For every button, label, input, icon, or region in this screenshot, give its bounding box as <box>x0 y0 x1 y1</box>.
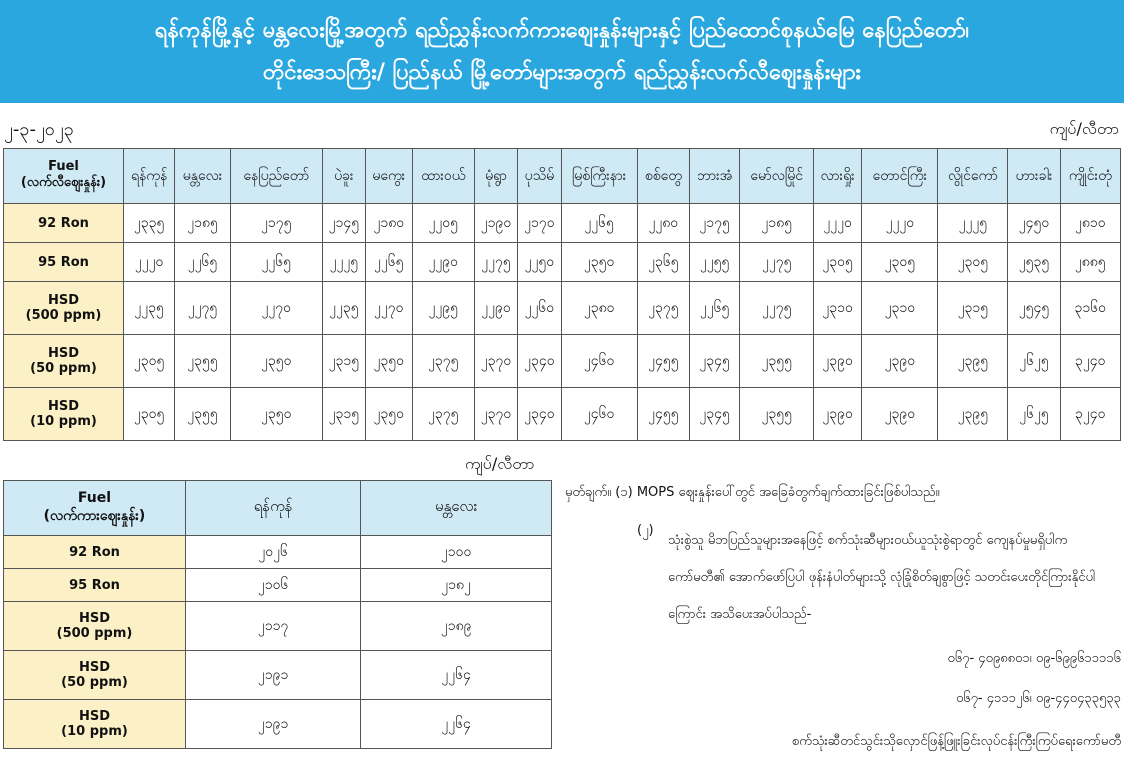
retail-price-cell: ၂၃၁၅ <box>938 282 1008 335</box>
committee-signature: စက်သုံးဆီတင်သွင်းသိုလှောင်ဖြန့်ဖြူးခြင်းလုပ်ငန်းကြီးကြပ်ရေးကော်မတီ <box>791 734 1121 749</box>
retail-city-header: တောင်ကြီး <box>862 149 938 204</box>
retail-city-header: မော်လမြိုင် <box>740 149 814 204</box>
retail-price-cell: ၂၃၅၅ <box>175 388 231 441</box>
retail-price-cell: ၂၂၂၀ <box>814 204 862 243</box>
retail-price-cell: ၂၅၃၅ <box>1008 243 1060 282</box>
wholesale-city-header: ရန်ကုန် <box>186 481 361 536</box>
retail-price-cell: ၂၂၉၀ <box>412 243 474 282</box>
retail-fuel-label: HSD (50 ppm) <box>4 335 124 388</box>
retail-fuel-label: 92 Ron <box>4 204 124 243</box>
retail-price-cell: ၂၄၆၀ <box>561 388 637 441</box>
retail-price-cell: ၂၂၇၅ <box>175 282 231 335</box>
retail-price-cell: ၂၂၀၅ <box>412 204 474 243</box>
retail-price-cell: ၂၃၀၅ <box>862 243 938 282</box>
wholesale-fuel-label: HSD (50 ppm) <box>4 651 186 700</box>
retail-price-cell: ၂၂၆၅ <box>561 204 637 243</box>
note-2: သုံးစွဲသူ မိဘပြည်သူများအနေဖြင့် စက်သုံးဆီများဝယ်ယူသုံးစွဲရာတွင် ကျေနပ်မှုမရှိပါက ကော်မတီ၏ အောက်ဖော်ပြပါ ဖုန်းနံပါတ်များသို့ လုံခြုံစိတ်ချစွာဖြင့် သတင်းပေးတိုင်ကြားနိုင်ပါကြောင်း အသိပေးအပ်ပါသည်- <box>668 533 1096 622</box>
retail-price-cell: ၂၃၄၅ <box>689 335 739 388</box>
retail-price-cell: ၂၄၅၅ <box>637 388 689 441</box>
retail-price-cell: ၂၃၅၅ <box>175 335 231 388</box>
retail-price-cell: ၂၃၁၀ <box>862 282 938 335</box>
retail-price-cell: ၂၂၆၅ <box>366 243 413 282</box>
wholesale-fuel-label: 92 Ron <box>4 536 186 569</box>
wholesale-row <box>4 569 552 602</box>
retail-price-cell: ၂၃၁၅ <box>322 335 365 388</box>
retail-price-cell: ၂၂၈၀ <box>637 204 689 243</box>
retail-price-cell: ၂၂၉၀ <box>474 282 517 335</box>
wholesale-price-cell: ၂၁၉၁ <box>186 700 361 749</box>
retail-price-cell: ၂၂၇၅ <box>740 282 814 335</box>
retail-price-cell: ၂၂၆၅ <box>230 243 322 282</box>
retail-price-cell: ၂၃၄၀ <box>518 335 561 388</box>
banner-title-line1: ရန်ကုန်မြို့နှင့် မန္တလေးမြို့အတွက် ရည်ညွှန်းလက်ကားဈေးနှုန်းများနှင့် ပြည်ထောင်စုနယ်မြေ နေပြည်တော်၊ <box>154 17 970 43</box>
retail-price-cell: ၂၃၉၅ <box>938 335 1008 388</box>
retail-city-header: မကွေး <box>366 149 413 204</box>
retail-price-cell: ၂၃၆၅ <box>637 243 689 282</box>
retail-price-cell: ၂၁၇၅ <box>689 204 739 243</box>
retail-unit-label: ကျပ်/လီတာ <box>1049 119 1119 138</box>
header-banner <box>0 0 1124 103</box>
retail-fuel-label: HSD (10 ppm) <box>4 388 124 441</box>
date: ၂-၃-၂၀၂၃ <box>4 119 74 140</box>
retail-price-cell: ၂၃၉၀ <box>862 388 938 441</box>
retail-price-cell: ၂၂၃၅ <box>322 282 365 335</box>
retail-price-cell: ၂၃၅၀ <box>561 243 637 282</box>
wholesale-price-cell: ၂၂၆၄ <box>361 651 552 700</box>
wholesale-fuel-label: 95 Ron <box>4 569 186 602</box>
retail-price-cell: ၂၁၈၀ <box>366 204 413 243</box>
retail-row <box>4 243 1121 282</box>
retail-price-cell: ၂၄၅၀ <box>1008 204 1060 243</box>
retail-price-cell: ၂၆၂၅ <box>1008 388 1060 441</box>
wholesale-price-cell: ၂၁၀၆ <box>186 569 361 602</box>
retail-price-cell: ၂၂၉၅ <box>412 282 474 335</box>
retail-price-cell: ၂၁၇၀ <box>518 204 561 243</box>
retail-price-cell: ၂၈၈၅ <box>1060 243 1120 282</box>
retail-city-header: မြစ်ကြီးနား <box>561 149 637 204</box>
retail-price-cell: ၂၃၉၀ <box>814 388 862 441</box>
wholesale-fuel-header: Fuel (လက်ကားဈေးနှုန်း) <box>4 481 186 536</box>
retail-price-cell: ၂၈၁၀ <box>1060 204 1120 243</box>
retail-city-header: လွိုင်ကော် <box>938 149 1008 204</box>
retail-price-table <box>3 148 1121 441</box>
retail-price-cell: ၂၃၀၅ <box>124 335 175 388</box>
retail-price-cell: ၂၂၂၅ <box>322 243 365 282</box>
retail-row <box>4 388 1121 441</box>
retail-price-cell: ၂၃၅၀ <box>366 335 413 388</box>
retail-price-cell: ၂၃၇၅ <box>412 335 474 388</box>
retail-price-cell: ၂၃၅၀ <box>366 388 413 441</box>
retail-price-cell: ၂၃၇၅ <box>637 282 689 335</box>
wholesale-row <box>4 602 552 651</box>
note-2-number: (၂) <box>637 523 654 538</box>
retail-price-cell: ၂၃၅၅ <box>740 388 814 441</box>
retail-price-cell: ၂၂၅၀ <box>518 243 561 282</box>
wholesale-body <box>4 536 552 749</box>
retail-price-cell: ၂၃၁၀ <box>814 282 862 335</box>
retail-price-cell: ၂၂၇၀ <box>230 282 322 335</box>
retail-price-cell: ၂၁၄၅ <box>322 204 365 243</box>
wholesale-row <box>4 700 552 749</box>
retail-row <box>4 282 1121 335</box>
retail-price-cell: ၂၂၂၀ <box>862 204 938 243</box>
retail-price-cell: ၂၂၆၅ <box>175 243 231 282</box>
retail-price-cell: ၂၃၈၀ <box>561 282 637 335</box>
retail-price-cell: ၂၁၉၀ <box>474 204 517 243</box>
retail-fuel-header: Fuel (လက်လီဈေးနှုန်း) <box>4 149 124 204</box>
retail-price-cell: ၂၃၁၅ <box>322 388 365 441</box>
retail-price-cell: ၂၃၀၅ <box>124 388 175 441</box>
wholesale-price-cell: ၂၂၆၄ <box>361 700 552 749</box>
retail-city-header: မုံရွာ <box>474 149 517 204</box>
retail-row <box>4 204 1121 243</box>
retail-price-cell: ၂၃၀၅ <box>814 243 862 282</box>
retail-price-cell: ၂၂၃၅ <box>124 282 175 335</box>
wholesale-city-header: မန္တလေး <box>361 481 552 536</box>
retail-price-cell: ၂၆၂၅ <box>1008 335 1060 388</box>
retail-price-cell: ၂၁၈၅ <box>175 204 231 243</box>
wholesale-row <box>4 651 552 700</box>
retail-price-cell: ၂၃၄၅ <box>689 388 739 441</box>
retail-price-cell: ၂၃၀၅ <box>938 243 1008 282</box>
retail-price-cell: ၂၅၄၅ <box>1008 282 1060 335</box>
retail-price-cell: ၂၂၇၅ <box>740 243 814 282</box>
wholesale-price-cell: ၂၁၈၉ <box>361 602 552 651</box>
wholesale-row <box>4 536 552 569</box>
retail-price-cell: ၂၂၅၅ <box>689 243 739 282</box>
retail-price-cell: ၂၃၅၅ <box>740 335 814 388</box>
note-1: မှတ်ချက်။ (၁) MOPS ဈေးနှုန်းပေါ်တွင် အခြေခံတွက်ချက်ထားခြင်းဖြစ်ပါသည်။ <box>565 485 940 500</box>
retail-price-cell: ၂၂၂၀ <box>124 243 175 282</box>
retail-city-header: နေပြည်တော် <box>230 149 322 204</box>
retail-price-cell: ၃၁၆၀ <box>1060 282 1120 335</box>
banner-title-line2: တိုင်းဒေသကြီး/ ပြည်နယ် မြို့တော်များအတွက် ရည်ညွှန်းလက်လီဈေးနှုန်းများ <box>263 59 861 85</box>
wholesale-price-cell: ၂၁၈၂ <box>361 569 552 602</box>
retail-price-cell: ၂၁၈၅ <box>740 204 814 243</box>
retail-price-cell: ၂၁၇၅ <box>230 204 322 243</box>
retail-price-cell: ၂၃၉၀ <box>862 335 938 388</box>
retail-price-cell: ၃၂၄၀ <box>1060 335 1120 388</box>
retail-body <box>4 204 1121 441</box>
retail-price-cell: ၂၂၇၀ <box>366 282 413 335</box>
wholesale-price-cell: ၂၀၂၆ <box>186 536 361 569</box>
wholesale-header-row <box>4 481 552 536</box>
retail-price-cell: ၂၃၉၅ <box>938 388 1008 441</box>
wholesale-price-cell: ၂၁၀၀ <box>361 536 552 569</box>
retail-price-cell: ၂၃၅၀ <box>230 388 322 441</box>
retail-city-header: ပဲခူး <box>322 149 365 204</box>
retail-fuel-label: 95 Ron <box>4 243 124 282</box>
retail-city-header: လားရှိုး <box>814 149 862 204</box>
retail-city-header: ရန်ကုန် <box>124 149 175 204</box>
retail-price-cell: ၂၂၇၅ <box>474 243 517 282</box>
retail-price-cell: ၂၃၇၀ <box>474 335 517 388</box>
retail-city-header: ကျိုင်းတုံ <box>1060 149 1120 204</box>
retail-city-header: ဘားအံ <box>689 149 739 204</box>
retail-city-header: မန္တလေး <box>175 149 231 204</box>
retail-price-cell: ၂၃၄၀ <box>518 388 561 441</box>
retail-city-header: စစ်တွေ <box>637 149 689 204</box>
retail-city-header: ထားဝယ် <box>412 149 474 204</box>
wholesale-fuel-label: HSD (500 ppm) <box>4 602 186 651</box>
retail-fuel-label: HSD (500 ppm) <box>4 282 124 335</box>
retail-header-row <box>4 149 1121 204</box>
retail-city-header: ပုသိမ် <box>518 149 561 204</box>
retail-price-cell: ၂၂၂၅ <box>938 204 1008 243</box>
retail-price-cell: ၂၄၅၅ <box>637 335 689 388</box>
phone-line-1: ၀၆၇- ၄၀၉၈၈၀၁၊ ၀၉-၆၉၉၆၁၁၁၁၆ <box>947 651 1121 666</box>
retail-price-cell: ၂၃၇၀ <box>474 388 517 441</box>
retail-price-cell: ၂၃၅၀ <box>230 335 322 388</box>
wholesale-price-cell: ၂၁၉၁ <box>186 651 361 700</box>
retail-price-cell: ၂၃၃၅ <box>124 204 175 243</box>
retail-price-cell: ၂၄၆၀ <box>561 335 637 388</box>
wholesale-unit-label: ကျပ်/လီတာ <box>465 454 535 473</box>
wholesale-fuel-label: HSD (10 ppm) <box>4 700 186 749</box>
wholesale-price-cell: ၂၁၁၇ <box>186 602 361 651</box>
wholesale-price-table <box>3 480 552 749</box>
phone-line-2: ၀၆၇- ၄၁၁၁၂၆၊ ၀၉-၄၄၀၄၃၃၅၃၃ <box>955 691 1121 706</box>
retail-price-cell: ၂၃၇၅ <box>412 388 474 441</box>
retail-city-header: ဟားခါး <box>1008 149 1060 204</box>
retail-price-cell: ၃၂၄၀ <box>1060 388 1120 441</box>
retail-price-cell: ၂၃၉၀ <box>814 335 862 388</box>
retail-row <box>4 335 1121 388</box>
retail-price-cell: ၂၂၆၀ <box>518 282 561 335</box>
retail-price-cell: ၂၂၆၅ <box>689 282 739 335</box>
